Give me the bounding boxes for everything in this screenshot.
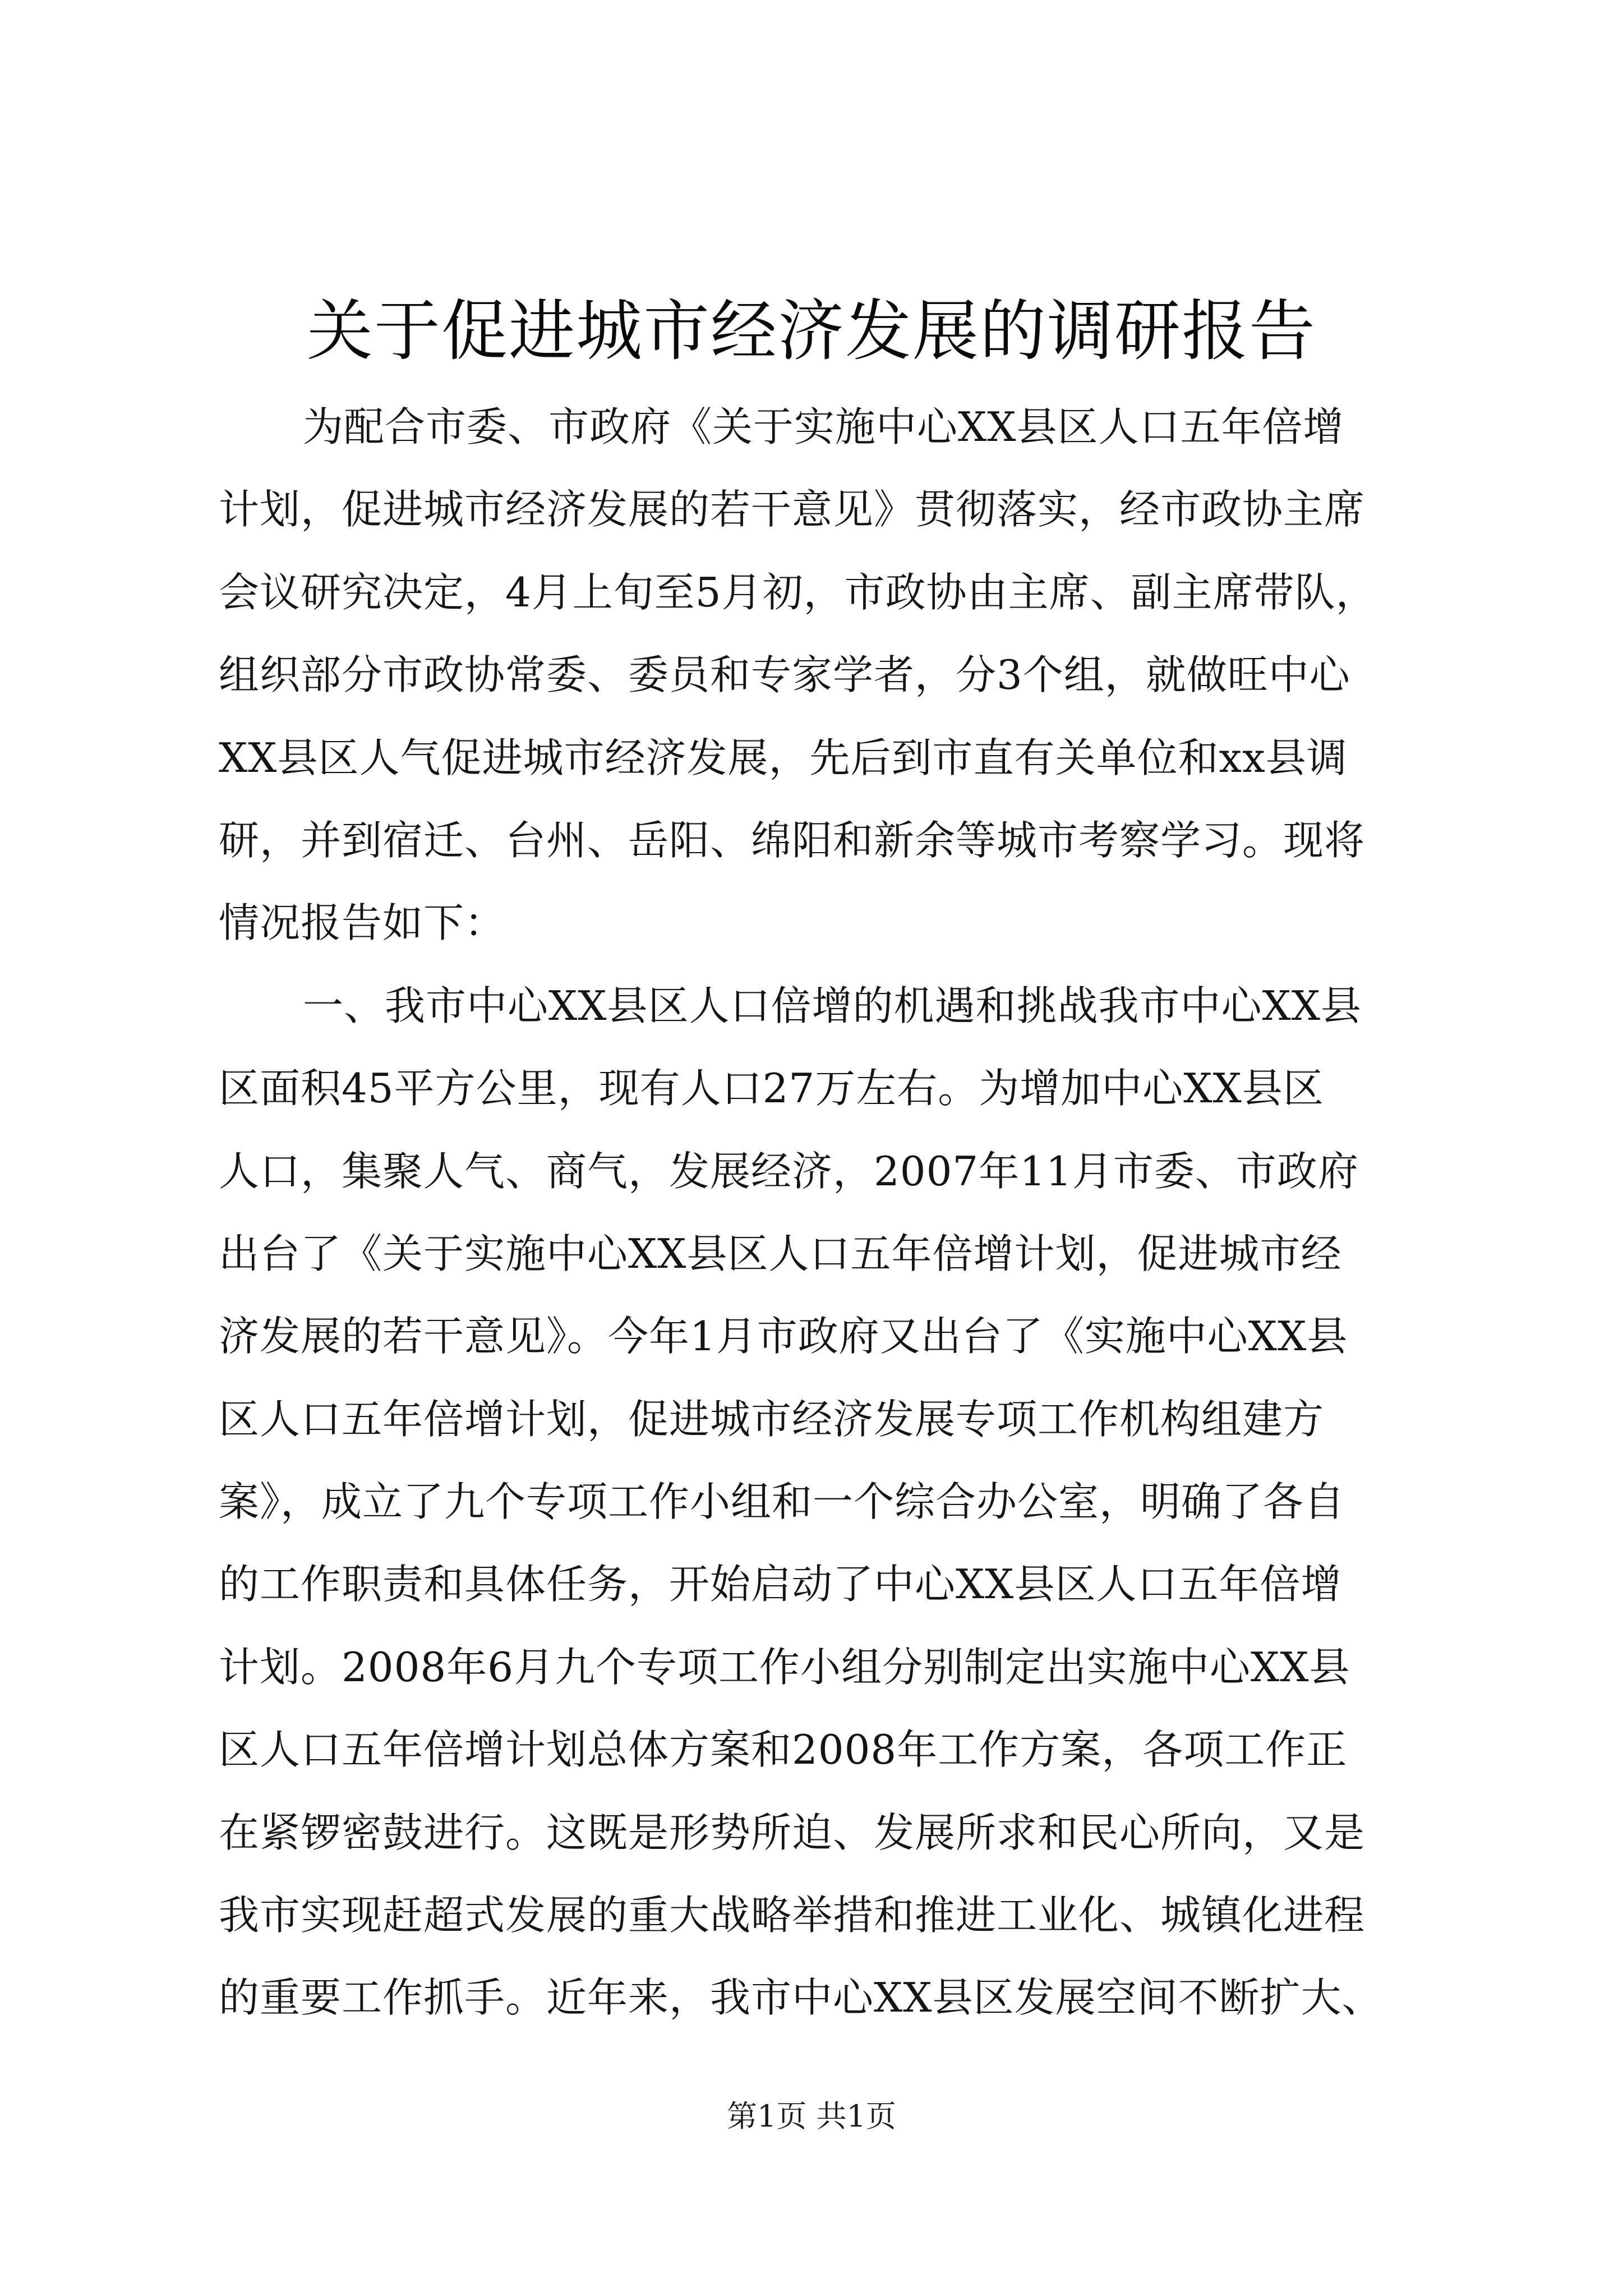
- body-line: 区面积45平方公里，现有人口27万左右。为增加中心XX县区: [219, 1065, 1324, 1112]
- body-line: 人口，集聚人气、商气，发展经济，2007年11月市委、市政府: [219, 1147, 1359, 1195]
- body-line: 会议研究决定，4月上旬至5月初，市政协由主席、副主席带队，: [219, 568, 1377, 616]
- body-line: 计划。2008年6月九个专项工作小组分别制定出实施中心XX县: [219, 1643, 1350, 1691]
- body-line: 区人口五年倍增计划，促进城市经济发展专项工作机构组建方: [219, 1395, 1325, 1443]
- body-line: 为配合市委、市政府《关于实施中心XX县区人口五年倍增: [303, 403, 1344, 450]
- body-line: 在紧锣密鼓进行。这既是形势所迫、发展所求和民心所向，又是: [219, 1809, 1366, 1856]
- body-line: 组织部分市政协常委、委员和专家学者，分3个组，就做旺中心: [219, 651, 1350, 699]
- document-body: [219, 386, 1424, 2040]
- page-footer: 第1页 共1页: [727, 2099, 896, 2134]
- body-line: 出台了《关于实施中心XX县区人口五年倍增计划，促进城市经: [219, 1230, 1342, 1277]
- body-line: 研，并到宿迁、台州、岳阳、绵阳和新余等城市考察学习。现将: [219, 816, 1366, 864]
- body-line: 情况报告如下：: [219, 899, 506, 947]
- document-title: 关于促进城市经济发展的调研报告: [306, 292, 1316, 370]
- body-line: XX县区人气促进城市经济发展，先后到市直有关单位和xx县调: [219, 734, 1348, 781]
- body-line: 计划，促进城市经济发展的若干意见》贯彻落实，经市政协主席: [219, 486, 1366, 533]
- body-line: 案》，成立了九个专项工作小组和一个综合办公室，明确了各自: [219, 1478, 1345, 1526]
- body-line: 我市实现赶超式发展的重大战略举措和推进工业化、城镇化进程: [219, 1892, 1366, 1939]
- body-line: 一、我市中心XX县区人口倍增的机遇和挑战我市中心XX县: [303, 982, 1362, 1029]
- body-line: 济发展的若干意见》。今年1月市政府又出台了《实施中心XX县: [219, 1313, 1348, 1360]
- body-line: 区人口五年倍增计划总体方案和2008年工作方案，各项工作正: [219, 1726, 1348, 1774]
- body-line: 的重要工作抓手。近年来，我市中心XX县区发展空间不断扩大、: [219, 1974, 1383, 2022]
- body-line: 的工作职责和具体任务，开始启动了中心XX县区人口五年倍增: [219, 1561, 1342, 1608]
